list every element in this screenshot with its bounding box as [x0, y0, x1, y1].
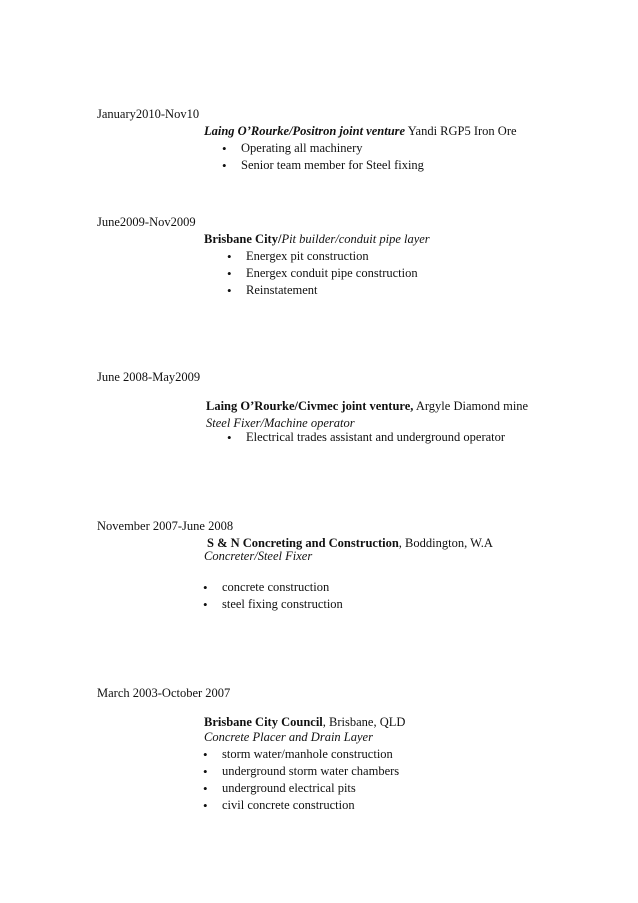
bullet-icon — [203, 780, 208, 798]
bullet-icon — [227, 429, 232, 447]
bullet-icon — [203, 763, 208, 781]
bullet-icon — [203, 797, 208, 815]
bullet-icon — [203, 746, 208, 764]
employer-detail: Pit builder/conduit pipe layer — [281, 232, 430, 246]
bullet-icon — [222, 157, 227, 175]
entry-date: November 2007-June 2008 — [97, 519, 234, 533]
employer-name: Brisbane City/ — [204, 232, 282, 246]
entry-date: January2010-Nov10 — [97, 107, 200, 121]
employer-detail: Yandi RGP5 Iron Ore — [405, 124, 517, 138]
bullet-icon — [222, 140, 227, 158]
employer-name: Laing O’Rourke/Civmec joint venture, — [206, 399, 414, 413]
employer-line — [204, 123, 517, 140]
employer-detail: , Brisbane, QLD — [322, 715, 406, 729]
employer-line — [204, 231, 430, 248]
job-role: Steel Fixer/Machine operator — [206, 416, 355, 430]
employer-detail: , Boddington, W.A — [398, 536, 493, 550]
employer-detail: Argyle Diamond mine — [413, 399, 529, 413]
employer-name: S & N Concreting and Construction — [207, 536, 399, 550]
employer-name: Laing O’Rourke/Positron joint venture — [204, 124, 406, 138]
bullet-icon — [227, 265, 232, 283]
entry-date: June2009-Nov2009 — [97, 215, 196, 229]
bullet-icon — [203, 579, 208, 597]
bullet-icon — [203, 596, 208, 614]
entry-date: June 2008-May2009 — [97, 370, 201, 384]
bullet-icon — [227, 282, 232, 300]
employer-name: Brisbane City Council — [204, 715, 323, 729]
job-role: Concreter/Steel Fixer — [204, 549, 313, 563]
employer-line — [206, 398, 528, 415]
job-role: Concrete Placer and Drain Layer — [204, 730, 373, 744]
entry-date: March 2003-October 2007 — [97, 686, 231, 700]
bullet-icon — [227, 248, 232, 266]
